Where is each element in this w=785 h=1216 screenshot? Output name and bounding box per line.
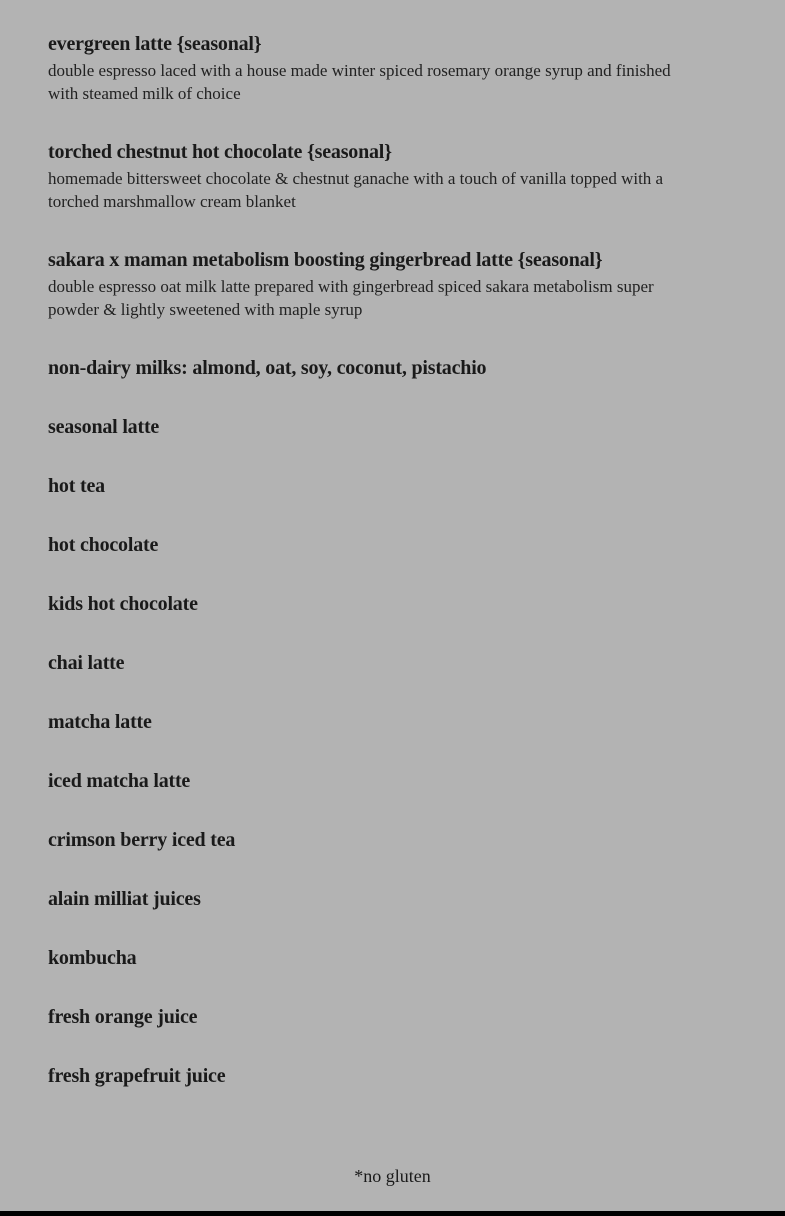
menu-item [48,138,688,213]
menu-item-title: alain milliat juices [48,888,201,910]
menu-item [48,30,688,105]
menu-item-title: kombucha [48,947,137,969]
menu-item-title: crimson berry iced tea [48,829,236,851]
menu-item [48,1062,688,1090]
menu-item-description: homemade bittersweet chocolate & chestnut ganache with a touch of vanilla topped with a torched marshmallow cream blanket [48,169,664,211]
menu-item [48,708,688,736]
menu-item [48,246,688,321]
menu-item [48,1003,688,1031]
menu-item-title: seasonal latte [48,416,160,438]
menu-item [48,413,688,441]
menu-item-title: iced matcha latte [48,770,191,792]
menu-item-description: double espresso oat milk latte prepared with gingerbread spiced sakara metabolism super powder & lightly sweetened with maple syrup [48,277,654,319]
menu-item [48,649,688,677]
bottom-divider [0,1211,785,1216]
menu-item-title: hot chocolate [48,534,159,556]
menu-item-description: double espresso laced with a house made winter spiced rosemary orange syrup and finished with steamed milk of choice [48,61,671,103]
menu-item [48,944,688,972]
menu-item-title: fresh orange juice [48,1006,198,1028]
menu-list [48,30,688,1121]
footer-note: *no gluten [354,1166,431,1186]
menu-item [48,885,688,913]
menu-item-title: matcha latte [48,711,152,733]
menu-item-title: torched chestnut hot chocolate {seasonal} [48,141,392,163]
menu-item-title: evergreen latte {seasonal} [48,33,262,55]
menu-item [48,767,688,795]
menu-item [48,354,688,382]
menu-item-title: chai latte [48,652,125,674]
menu-item-title: non-dairy milks: almond, oat, soy, coconut, pistachio [48,357,487,379]
menu-item-title: kids hot chocolate [48,593,198,615]
menu-item [48,531,688,559]
menu-item [48,826,688,854]
menu-item-title: sakara x maman metabolism boosting gingerbread latte {seasonal} [48,249,603,271]
menu-item [48,472,688,500]
menu-item-title: fresh grapefruit juice [48,1065,226,1087]
menu-item [48,590,688,618]
menu-item-title: hot tea [48,475,105,497]
